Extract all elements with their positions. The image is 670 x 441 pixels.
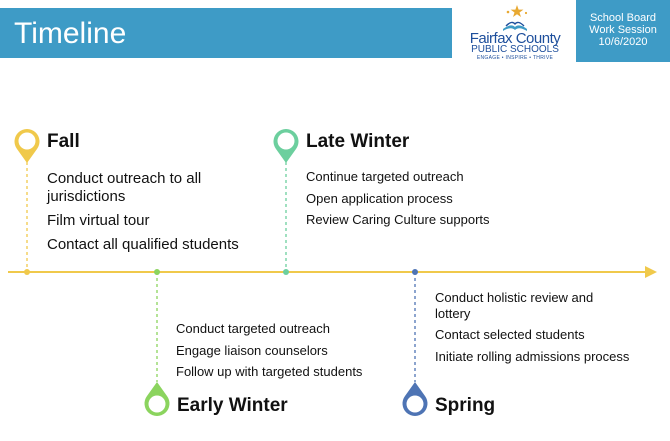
- late-winter-item: Open application process: [306, 190, 453, 206]
- early-winter-title: Early Winter: [177, 395, 288, 416]
- logo-tagline: ENGAGE • INSPIRE • THRIVE: [476, 55, 554, 61]
- page-title: Timeline: [14, 17, 127, 50]
- late-winter-item: Review Caring Culture supports: [306, 212, 490, 228]
- spring-item: Conduct holistic review and lottery: [435, 290, 594, 321]
- fall-items: [47, 170, 257, 260]
- late-winter-title: Late Winter: [306, 131, 410, 152]
- session-line-1: School Board: [589, 12, 657, 24]
- spring-title: Spring: [435, 395, 496, 416]
- late-winter-item: Continue targeted outreach: [306, 169, 464, 184]
- early-winter-item: Follow up with targeted students: [176, 364, 363, 380]
- fall-item: Film virtual tour: [47, 212, 150, 229]
- logo-name: Fairfax County: [469, 30, 561, 47]
- session-line-3: 10/6/2020: [598, 36, 648, 48]
- spring-item: Contact selected students: [435, 327, 585, 343]
- spring-items: [435, 290, 630, 370]
- late-winter-items: [306, 169, 546, 234]
- fall-title: Fall: [47, 131, 80, 152]
- early-winter-items: [176, 321, 406, 386]
- session-line-2: Work Session: [589, 24, 657, 36]
- fall-axis-dot: [24, 269, 30, 275]
- early-winter-axis-dot: [154, 269, 160, 275]
- logo-subtitle: PUBLIC SCHOOLS: [471, 44, 559, 55]
- spring-item: Initiate rolling admissions process: [435, 348, 630, 364]
- early-winter-item: Engage liaison counselors: [176, 342, 328, 358]
- timeline-arrow-icon: [645, 266, 657, 278]
- early-winter-item: Conduct targeted outreach: [176, 321, 330, 336]
- spring-axis-dot: [412, 269, 418, 275]
- late-winter-axis-dot: [283, 269, 289, 275]
- fall-item: Contact all qualified students: [47, 236, 239, 253]
- fall-item: Conduct outreach to all jurisdictions: [47, 170, 202, 205]
